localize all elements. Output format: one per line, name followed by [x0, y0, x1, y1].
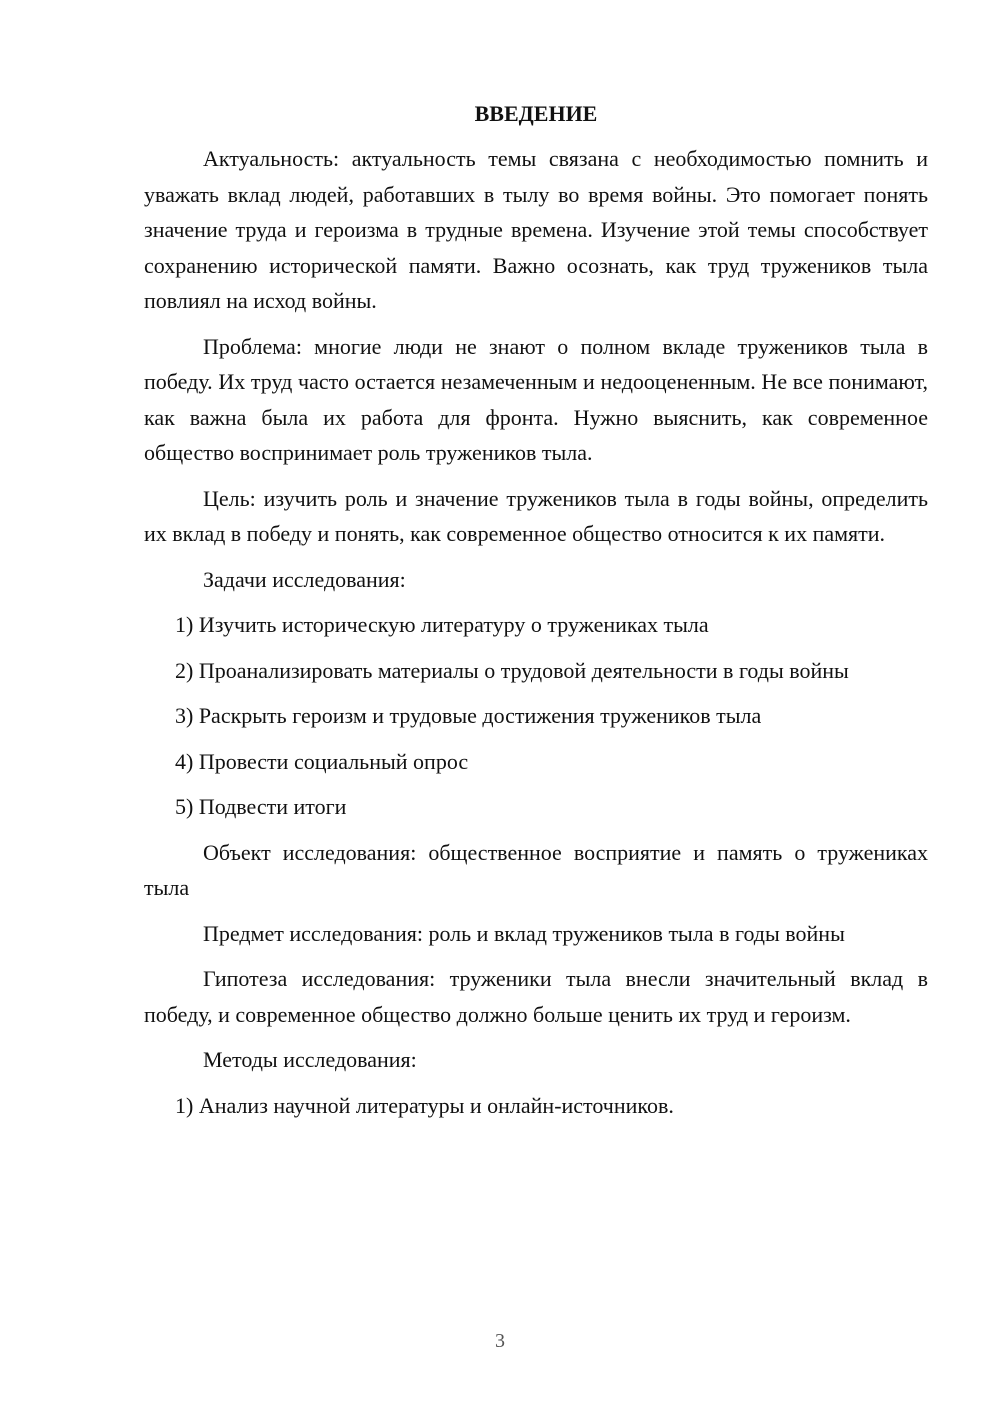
paragraph-hypothesis: Гипотеза исследования: труженики тыла внесли значительный вклад в победу, и современное общество должно больше ценить их труд и героизм.: [144, 966, 928, 1027]
paragraph-subject: Предмет исследования: роль и вклад тружеников тыла в годы войны: [203, 920, 845, 946]
task-item-2: 2) Проанализировать материалы о трудовой деятельности в годы войны: [175, 657, 849, 683]
task-item-5: 5) Подвести итоги: [175, 794, 347, 819]
paragraph-problem: Проблема: многие люди не знают о полном вкладе тружеников тыла в победу. Их труд часто остается незамеченным и недооцененным. Не все понимают, как важна была их работа для фронта. Нужно выяснить, как современное общество воспринимает роль тружеников тыла.: [144, 333, 928, 465]
methods-heading: Методы исследования:: [203, 1047, 417, 1072]
tasks-heading: Задачи исследования:: [203, 566, 406, 592]
paragraph-object: Объект исследования: общественное восприятие и память о тружениках тыла: [144, 839, 928, 900]
task-item-3: 3) Раскрыть героизм и трудовые достижения тружеников тыла: [175, 703, 762, 728]
paragraph-relevance: Актуальность: актуальность темы связана с необходимостью помнить и уважать вклад людей, работавших в тылу во время войны. Это помогает понять значение труда и героизма в трудные времена. Изучение этой темы способствует сохранению исторической памяти. Важно осознать, как труд тружеников тыла повлиял на исход войны.: [144, 146, 928, 313]
document-body: [144, 96, 928, 1133]
section-title: ВВЕДЕНИЕ: [474, 101, 598, 126]
task-item-1: 1) Изучить историческую литературу о тружениках тыла: [175, 612, 709, 637]
task-item-4: 4) Провести социальный опрос: [175, 748, 469, 774]
paragraph-goal: Цель: изучить роль и значение тружеников тыла в годы войны, определить их вклад в победу и понять, как современное общество относится к их памяти.: [144, 485, 928, 546]
method-item-1: 1) Анализ научной литературы и онлайн-источников.: [175, 1092, 674, 1118]
page-number: 3: [495, 1330, 505, 1352]
